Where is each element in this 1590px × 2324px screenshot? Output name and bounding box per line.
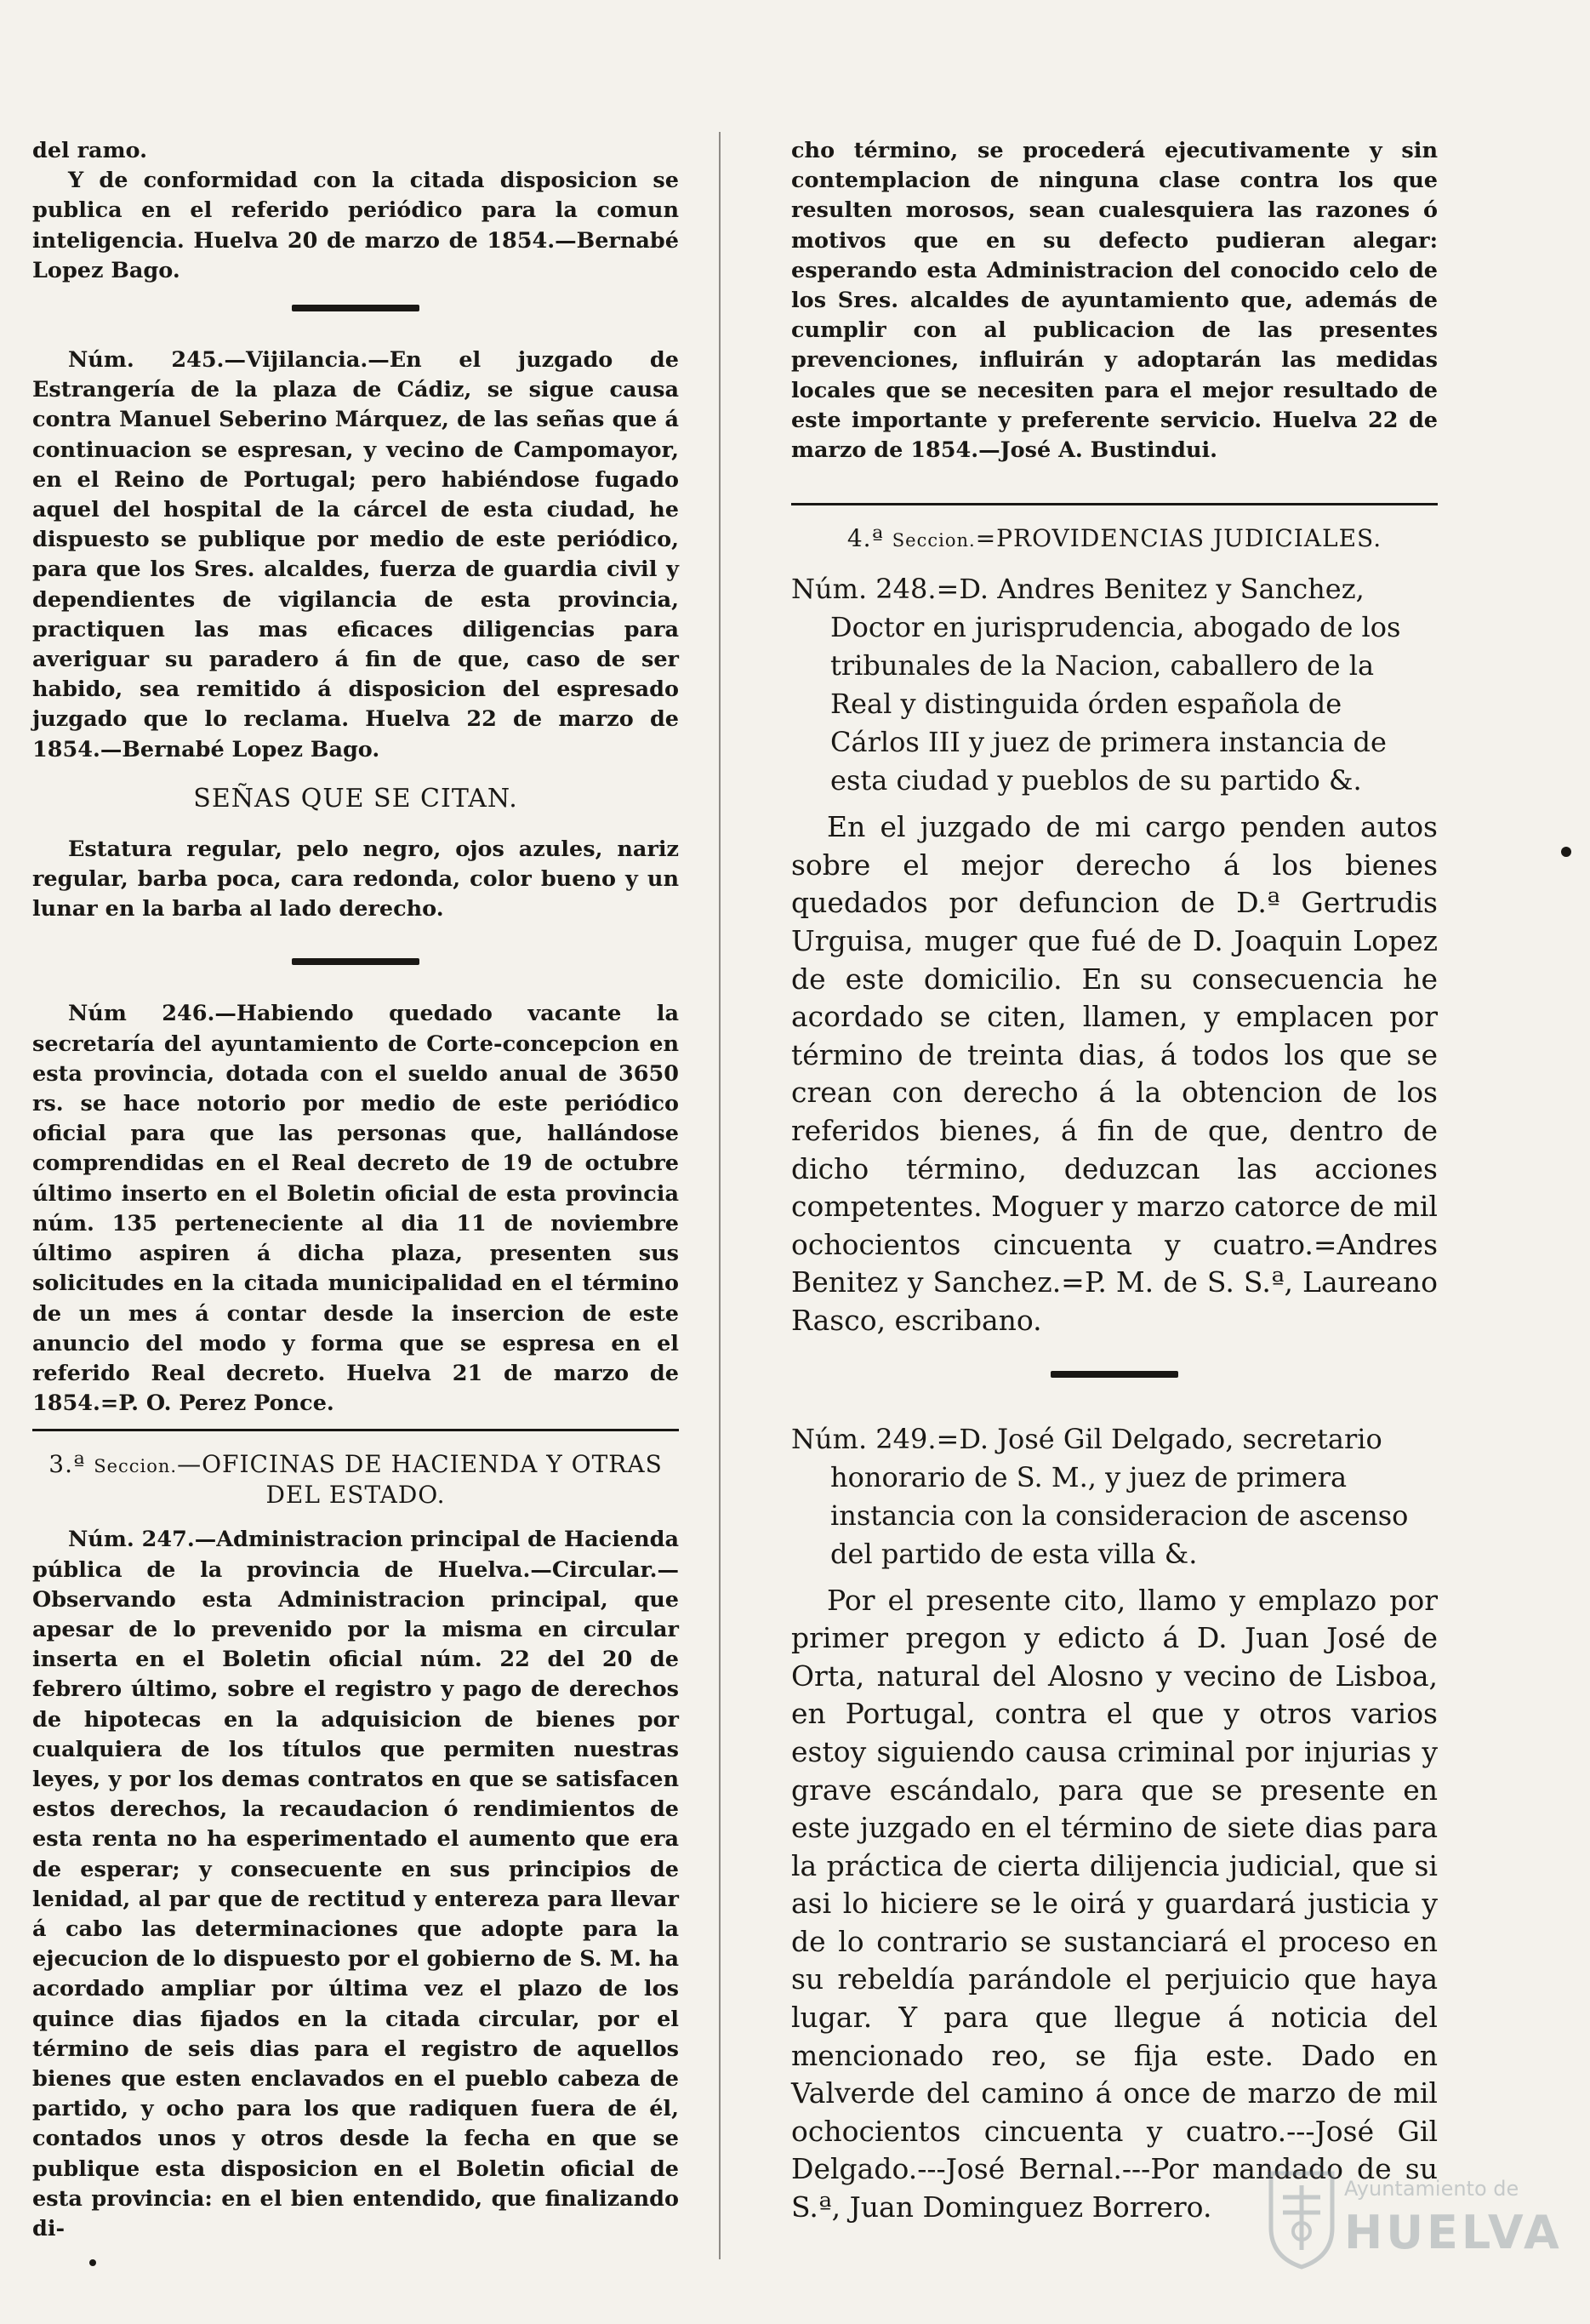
coat-of-arms-icon (1266, 2168, 1337, 2270)
ornament-divider (292, 958, 419, 965)
notice-245: Núm. 245.—Vijilancia.—En el juzgado de Estrangería de la plaza de Cádiz, se sigue causa contra Manuel Seberino Márquez, de las señas que á continuacion se espresan, y vecino de Campomayor, en el Reino de Portugal; pero habiéndose fugado aquel del hospital de la cárcel de esta ciudad, he dispuesto se publique por medio de este periódico, para que los Sres. alcaldes, fuerza de guardia civil y dependientes de vigilancia de esta provincia, practiquen las mas eficaces diligencias para averiguar su paradero á fin de que, caso de ser habido, sea remitido á disposicion del espresado juzgado que lo reclama. Huelva 22 de marzo de 1854.—Bernabé Lopez Bago. (32, 347, 679, 762)
section-4-number: 4.ª (846, 524, 884, 553)
left-column (32, 136, 679, 2244)
watermark-logo (1266, 2161, 1563, 2289)
notice-246: Núm 246.—Habiendo quedado vacante la secretaría del ayuntamiento de Corte-concepcion en esta provincia, dotada con el sueldo anual de 3650 rs. se hace notorio por medio de este periódico oficial para que las personas que, hallándose comprendidas en el Real decreto de 19 de octubre último inserto en el Boletin oficial de esta provincia núm. 135 perteneciente al dia 11 de noviembre último aspiren á dicha plaza, presenten sus solicitudes en la citada municipalidad en el término de un mes á contar desde la insercion de este anuncio del modo y forma que se espresa en el referido Real decreto. Huelva 21 de marzo de 1854.=P. O. Perez Ponce. (32, 1001, 679, 1417)
notice-247-continued: cho término, se procederá ejecutivamente y sin contemplacion de ninguna clase contra los que resulten morosos, sean cualesquiera las razones ó motivos que en su defecto pudieran alegar: esperando esta Administracion del conocido celo de los Sres. alcaldes de ayuntamiento que, además de cumplir con al publicacion de las presentes prevenciones, influirán y adoptarán las medidas locales que se necesiten para el mejor resultado de este importante y preferente servicio. Huelva 22 de marzo de 1854.—José A. Bustindui. (791, 138, 1438, 464)
right-column (791, 136, 1438, 2227)
paragraph-conformidad: Y de conformidad con la citada disposicion se publica en el referido periódico para la comun inteligencia. Huelva 20 de marzo de 1854.—Bernabé Lopez Bago. (32, 168, 679, 283)
ink-spot (1561, 847, 1571, 857)
notice-248-body: En el juzgado de mi cargo penden autos sobre el mejor derecho á los bienes quedados por defuncion de D.ª Gertrudis Urguisa, muger que fué de D. Joaquin Lopez de este domicilio. En su consecuencia he acordado se citen, llamen, y emplacen por término de treinta dias, á todos los que se crean con derecho á la obtencion de los referidos bienes, á fin de que, dentro de dicho término, deduzcan las acciones competentes. Moguer y marzo catorce de mil ochocientos cincuenta y cuatro.=Andres Benitez y Sanchez.=P. M. de S. S.ª, Laureano Rasco, escribano. (791, 810, 1438, 1337)
section-4-title: =PROVIDENCIAS JUDICIALES. (975, 524, 1382, 553)
section-3-heading (32, 1450, 679, 1510)
section-3-label: Seccion. (94, 1456, 178, 1477)
notice-247: Núm. 247.—Administracion principal de Hacienda pública de la provincia de Huelva.—Circular.—Observando esta Administracion principal, que apesar de lo prevenido por la misma en circular inserta en el Boletin oficial núm. 22 del 20 de febrero último, sobre el registro y pago de derechos de hipotecas en la adquisicion de bienes por cualquiera de los títulos que permiten nuestras leyes, y por los demas contratos en que se satisfacen estos derechos, la recaudacion ó rendimientos de esta renta no ha esperimentado el aumento que era de esperar; y consecuente en sus principios de lenidad, al par que de rectitud y entereza para llevar á cabo las determinaciones que adopte para la ejecucion de lo dispuesto por el gobierno de S. M. ha acordado ampliar por última vez el plazo de los quince dias fijados en la citada circular, por el término de seis dias para el registro de aquellos bienes que esten enclavados en el pueblo cabeza de partido, y ocho para los que radiquen fuera de él, contados unos y otros desde la fecha en que se publique esta disposicion en el Boletin oficial de esta provincia: en el bien entendido, que finalizando di- (32, 1527, 679, 2241)
heading-senas: SEÑAS QUE SE CITAN. (193, 783, 518, 814)
ink-spot (89, 2259, 96, 2266)
column-divider (719, 132, 721, 2259)
description-senas: Estatura regular, pelo negro, ojos azules, nariz regular, barba poca, cara redonda, color bueno y un lunar en la barba al lado derecho. (32, 836, 679, 922)
ornament-divider (1051, 1371, 1178, 1378)
section-3-number: 3.ª (48, 1450, 86, 1479)
section-3-title: —OFICINAS DE HACIENDA Y OTRAS DEL ESTADO. (177, 1450, 663, 1510)
ornament-divider (292, 305, 419, 311)
section-4-label: Seccion. (892, 530, 976, 551)
section-rule (32, 1429, 679, 1431)
section-4-heading (791, 524, 1438, 555)
notice-248-header: Núm. 248.=D. Andres Benitez y Sanchez, Doctor en jurisprudencia, abogado de los tribunales de la Nacion, caballero de la Real y distinguida órden española de Cárlos III y juez de primera instancia de esta ciudad y pueblos de su partido &. (791, 573, 1401, 797)
watermark-line1: Ayuntamiento de (1344, 2177, 1519, 2201)
paragraph-ramo: del ramo. (32, 138, 147, 163)
watermark-line2: HUELVA (1344, 2206, 1563, 2259)
notice-249-header: Núm. 249.=D. José Gil Delgado, secretario honorario de S. M., y juez de primera instancia con la consideracion de ascenso del partido de esta villa &. (791, 1422, 1409, 1570)
notice-249-body: Por el presente cito, llamo y emplazo por primer pregon y edicto á D. Juan José de Orta, natural del Alosno y vecino de Lisboa, en Portugal, contra el que y otros varios estoy siguiendo causa criminal por injurias y grave escándalo, para que se presente en este juzgado en el término de siete dias para la práctica de cierta dilijencia judicial, que si asi lo hiciere se le oirá y guardará justicia y de lo contrario se sustanciará el proceso en su rebeldía parándole el perjuicio que haya lugar. Y para que llegue á noticia del mencionado reo, se fija este. Dado en Valverde del camino á once de marzo de mil ochocientos cincuenta y cuatro.---José Gil Delgado.---José Bernal.---Por mandado de su S.ª, Juan Dominguez Borrero. (791, 1583, 1438, 2224)
section-rule (791, 503, 1438, 505)
